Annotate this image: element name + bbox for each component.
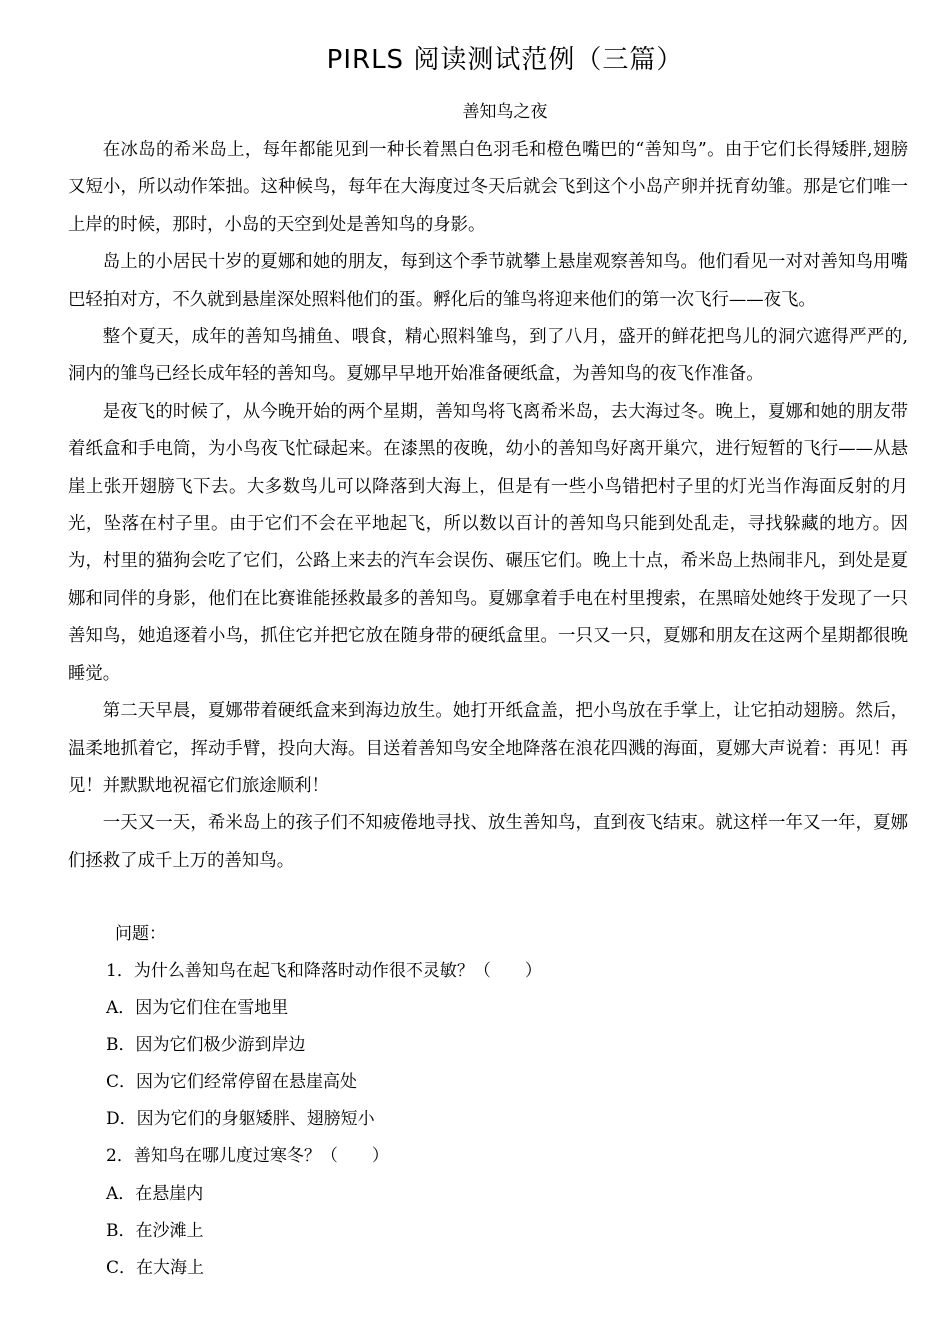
question-2-option-b: B．在沙滩上 [106,1221,204,1241]
paragraph: 岛上的小居民十岁的夏娜和她的朋友，每到这个季节就攀上悬崖观察善知鸟。他们看见一对对善知鸟用嘴巴轻拍对方，不久就到悬崖深处照料他们的蛋。孵化后的雏鸟将迎来他们的第一次飞行——夜飞。 [68,252,908,310]
question-1: 1．为什么善知鸟在起飞和降落时动作很不灵敏？（ ） [106,961,542,981]
paragraph: 是夜飞的时候了，从今晚开始的两个星期，善知鸟将飞离希米岛，去大海过冬。晚上，夏娜和她的朋友带着纸盒和手电筒，为小鸟夜飞忙碌起来。在漆黑的夜晚，幼小的善知鸟好离开巢穴，进行短暂的飞行——从悬崖上张开翅膀飞下去。大多数鸟儿可以降落到大海上，但是有一些小鸟错把村子里的灯光当作海面反射的月光，坠落在村子里。由于它们不会在平地起飞，所以数以百计的善知鸟只能到处乱走，寻找躲藏的地方。因为，村里的猫狗会吃了它们，公路上来去的汽车会误伤、碾压它们。晚上十点，希米岛上热闹非凡，到处是夏娜和同伴的身影，他们在比赛谁能拯救最多的善知鸟。夏娜拿着手电在村里搜索，在黑暗处她终于发现了一只善知鸟，她追逐着小鸟，抓住它并把它放在随身带的硬纸盒里。一只又一只，夏娜和朋友在这两个星期都很晚睡觉。 [68,401,908,684]
paragraph: 整个夏天，成年的善知鸟捕鱼、喂食，精心照料雏鸟，到了八月，盛开的鲜花把鸟儿的洞穴遮得严严的,洞内的雏鸟已经长成年轻的善知鸟。夏娜早早地开始准备硬纸盒，为善知鸟的夜飞作准备。 [68,327,908,385]
paragraph: 第二天早晨，夏娜带着硬纸盒来到海边放生。她打开纸盒盖，把小鸟放在手掌上，让它拍动翅膀。然后，温柔地抓着它，挥动手臂，投向大海。目送着善知鸟安全地降落在浪花四溅的海面，夏娜大声说着：再见！再见！并默默地祝福它们旅途顺利！ [68,701,908,796]
question-1-option-d: D．因为它们的身躯矮胖、翅膀短小 [106,1109,375,1129]
question-2-option-a: A．在悬崖内 [106,1184,204,1204]
story-body [68,132,908,880]
question-1-option-b: B．因为它们极少游到岸边 [106,1035,306,1055]
paragraph: 在冰岛的希米岛上，每年都能见到一种长着黑白色羽毛和橙色嘴巴的“善知鸟”。由于它们长得矮胖,翅膀又短小，所以动作笨拙。这种候鸟，每年在大海度过冬天后就会飞到这个小岛产卵并抚育幼雏。那是它们唯一上岸的时候，那时，小岛的天空到处是善知鸟的身影。 [68,140,908,235]
question-1-option-c: C．因为它们经常停留在悬崖高处 [106,1072,358,1092]
question-2-option-c: C．在大海上 [106,1258,205,1278]
paragraph: 一天又一天，希米岛上的孩子们不知疲倦地寻找、放生善知鸟，直到夜飞结束。就这样一年又一年，夏娜们拯救了成千上万的善知鸟。 [68,813,908,871]
question-2: 2．善知鸟在哪儿度过寒冬？（ ） [106,1146,389,1166]
story-title: 善知鸟之夜 [462,102,548,122]
questions-heading: 问题： [115,924,166,944]
question-1-option-a: A．因为它们住在雪地里 [106,998,289,1018]
document-title: PIRLS 阅读测试范例（三篇） [326,45,684,75]
